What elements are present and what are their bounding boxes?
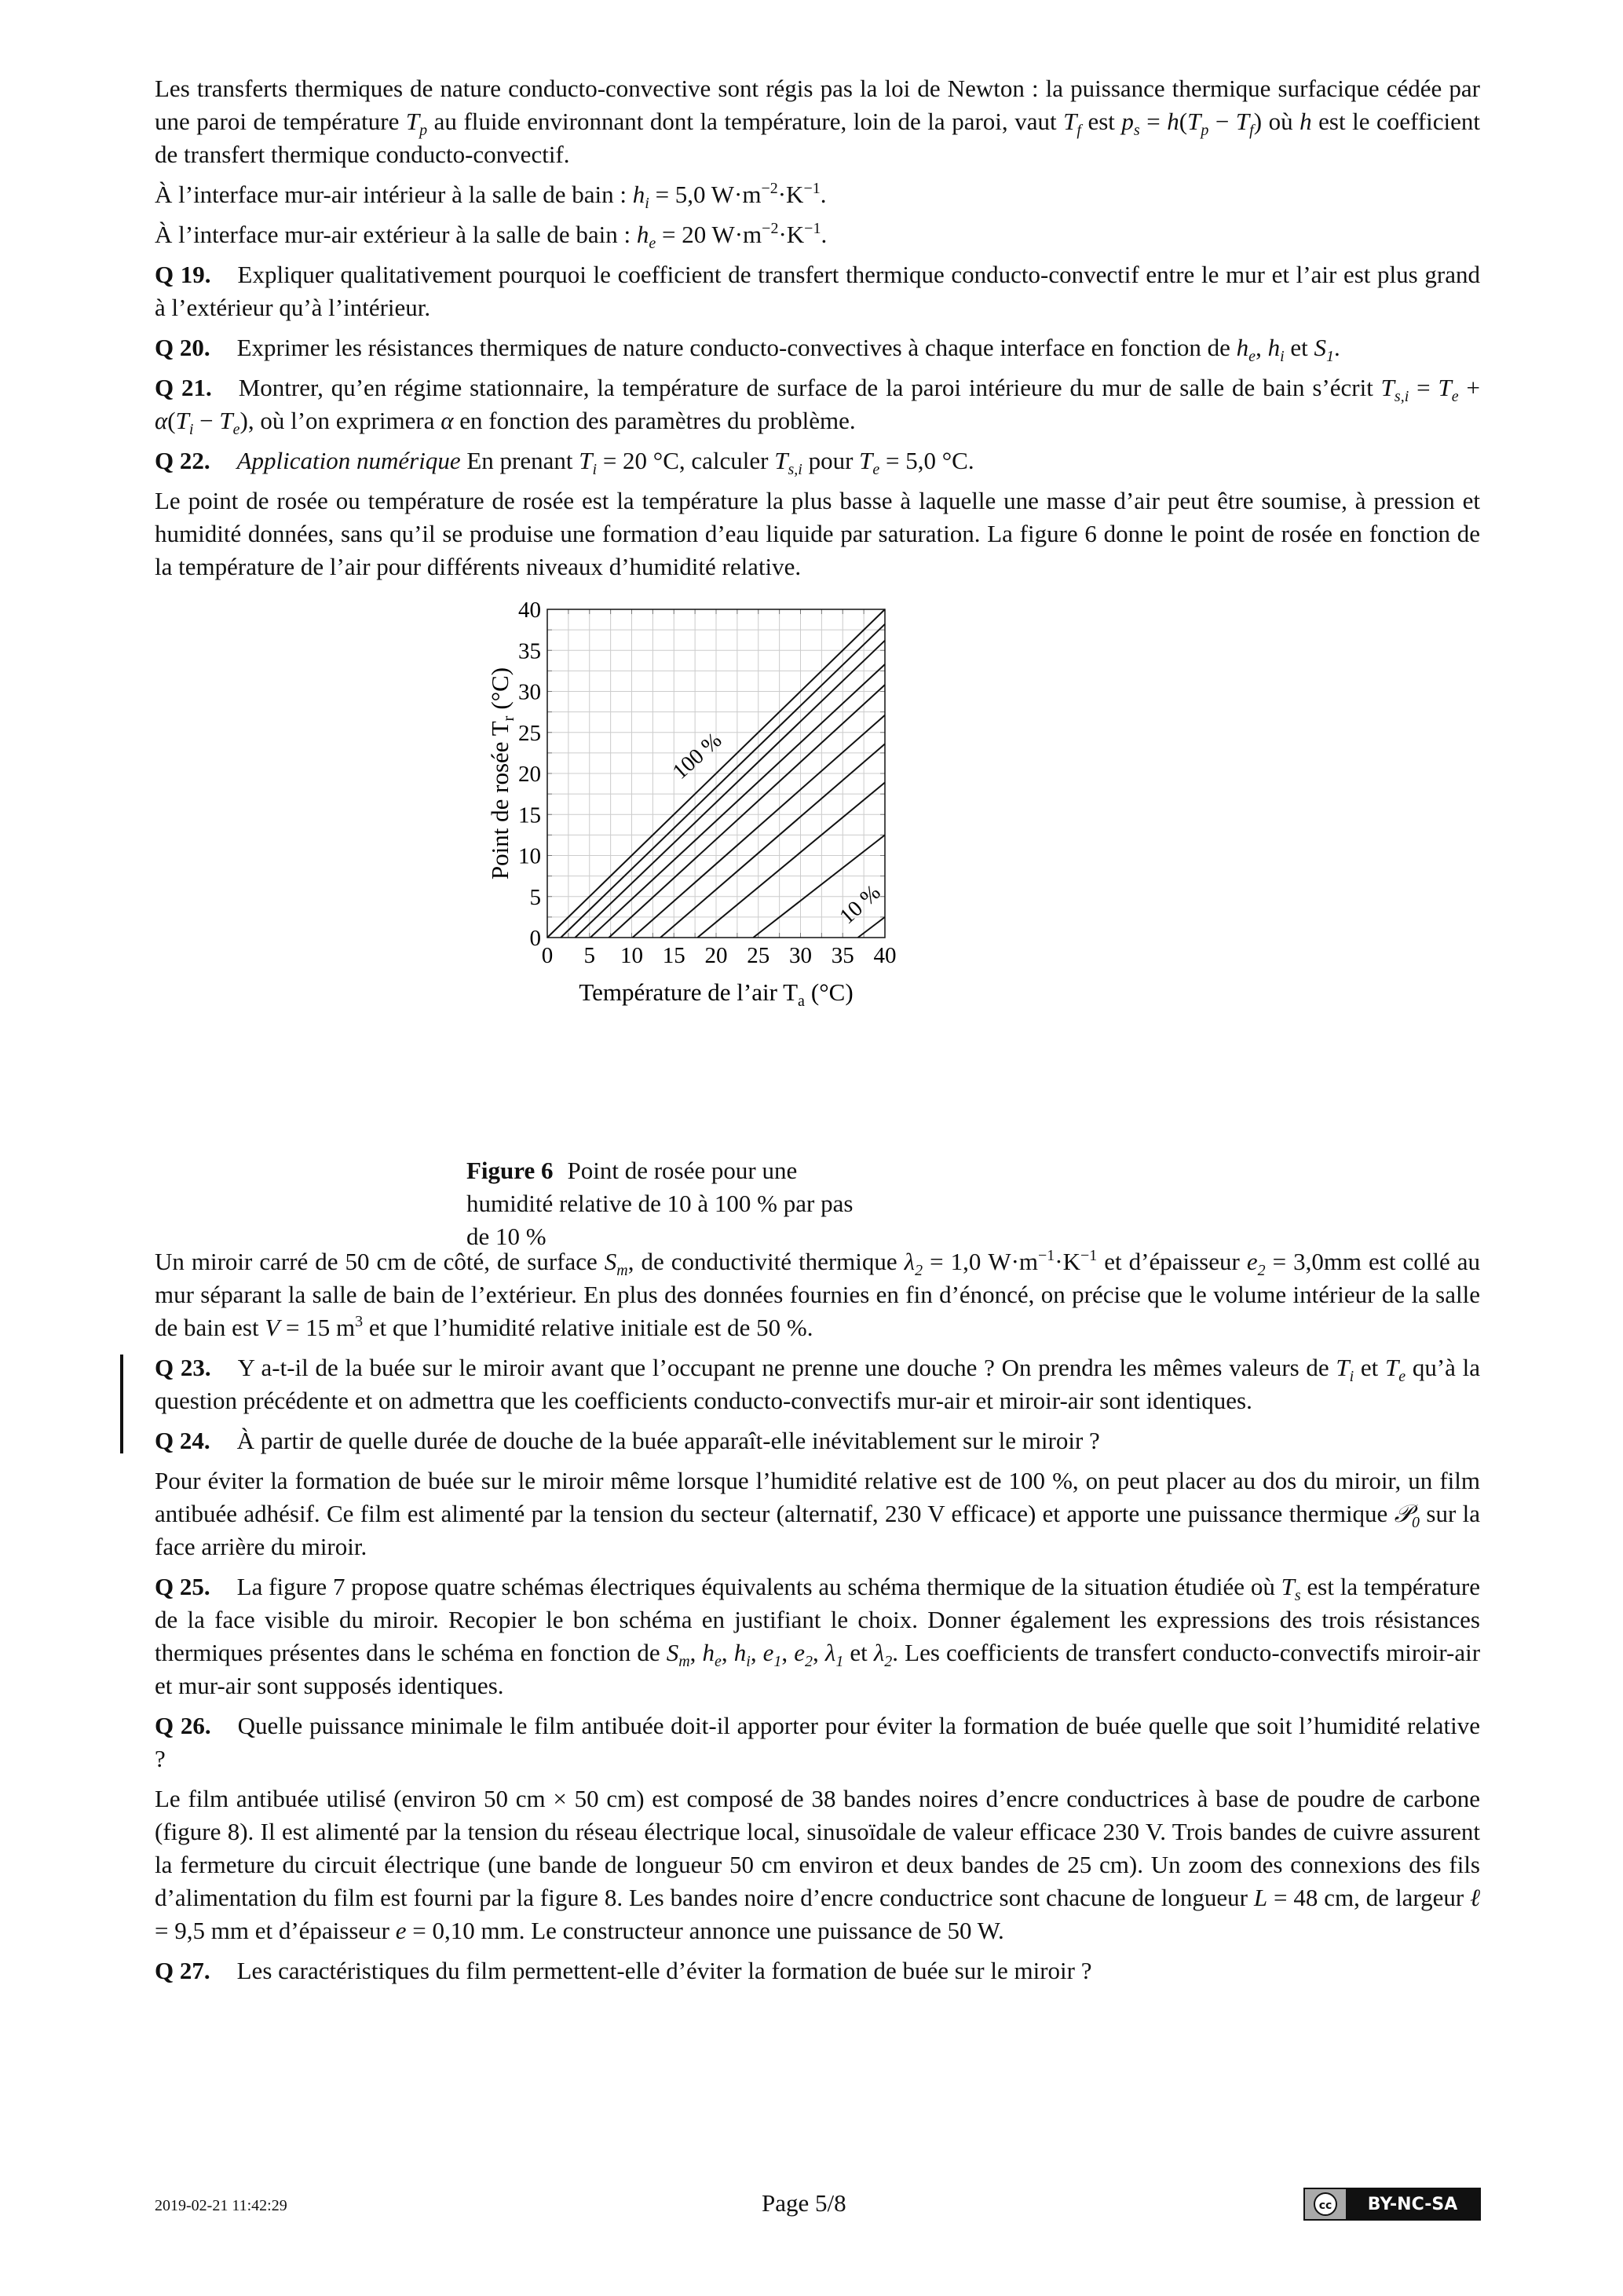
- text: Pour éviter la formation de buée sur le miroir même lorsque l’humidité relative est de 100 %, on peut placer au dos du miroir, un film antibuée adhésif. Ce film est alimenté par la tension du secteur (alternatif, 230 V efficace) et apporte une puissance thermique: [155, 1467, 1480, 1527]
- subscript: 2: [805, 1653, 813, 1670]
- subscript: i: [1349, 1368, 1354, 1385]
- text: Un miroir carré de 50 cm de côté, de surface: [155, 1248, 605, 1275]
- superscript: −2: [762, 220, 779, 237]
- text: est la température de la face visible du miroir. Recopier le bon schéma en justifiant le choix. Donner également les expressions des trois résistances thermiques présentes dans le schéma en fonction de: [155, 1573, 1480, 1666]
- paragraph: [155, 484, 1480, 583]
- subscript: i: [746, 1653, 751, 1670]
- math-variable: [1254, 1884, 1267, 1911]
- x-label-sub: a: [798, 993, 805, 1010]
- text: et d’épaisseur: [1097, 1248, 1247, 1275]
- math-variable: [1336, 1354, 1354, 1385]
- y-label-sub: r: [500, 715, 517, 722]
- subscript: e: [1248, 348, 1256, 365]
- variable-symbol: e: [395, 1917, 407, 1944]
- y-tick-label: 10: [518, 843, 541, 869]
- text: , de conductivité thermique: [627, 1248, 905, 1275]
- dew-point-chart: [0, 587, 1623, 1153]
- paragraph: [155, 178, 1480, 211]
- text: en fonction des paramètres du problème.: [453, 407, 856, 434]
- x-tick-label: 40: [873, 943, 897, 968]
- y-tick-label: 35: [518, 638, 541, 664]
- text: = 48 cm, de largeur: [1267, 1884, 1471, 1911]
- text: et: [1284, 334, 1314, 361]
- math-variable: [1236, 334, 1256, 365]
- superscript: −2: [761, 180, 778, 197]
- variable-symbol: T: [859, 447, 873, 474]
- variable-symbol: T: [1438, 374, 1452, 401]
- question-number: Q 26.: [155, 1712, 211, 1739]
- math-variable: [219, 407, 240, 438]
- text: À partir de quelle durée de douche de la buée apparaît-elle inévitablement sur le miroir ?: [236, 1427, 1100, 1454]
- text: Exprimer les résistances thermiques de nature conducto-convectives à chaque interface en fonction de: [236, 334, 1237, 361]
- paragraph: [155, 72, 1480, 171]
- x-tick-label: 25: [747, 943, 770, 968]
- x-label-text: Température de l’air T: [579, 978, 799, 1006]
- variable-symbol: T: [405, 108, 420, 135]
- y-tick-label: 40: [518, 598, 541, 623]
- text: ), où l’on exprimera: [239, 407, 441, 434]
- text: pour: [802, 447, 860, 474]
- x-tick-label: 10: [620, 943, 643, 968]
- variable-symbol: T: [1380, 374, 1395, 401]
- math-variable: [1187, 108, 1209, 139]
- math-variable: [1470, 1884, 1480, 1911]
- math-variable: [1380, 374, 1409, 405]
- variable-symbol: e: [762, 1639, 774, 1666]
- cc-icon: cc: [1305, 2189, 1346, 2219]
- paragraph: [155, 1245, 1480, 1344]
- x-label-unit: (°C): [810, 978, 854, 1006]
- text: et: [1354, 1354, 1385, 1381]
- text: =: [1139, 108, 1168, 135]
- text: et que l’humidité relative initiale est de 50 %.: [363, 1314, 813, 1341]
- math-variable: [1267, 334, 1285, 365]
- math-variable: [794, 1639, 813, 1670]
- variable-symbol: λ: [873, 1639, 885, 1666]
- text: Les transferts thermiques de nature conducto-convective sont régis pas la loi de Newton : la puissance thermique surfacique cédée par une paroi de température: [155, 75, 1480, 135]
- subscript: i: [1280, 348, 1285, 365]
- subscript: e: [649, 235, 656, 252]
- question-number: Q 21.: [155, 374, 212, 401]
- figure-caption-text: Point de rosée pour une humidité relative de 10 à 100 % par pas de 10 %: [466, 1157, 854, 1250]
- variable-symbol: S: [1314, 334, 1326, 361]
- paragraph: [155, 1464, 1480, 1563]
- text: Quelle puissance minimale le film antibuée doit-il apporter pour éviter la formation de buée quelle que soit l’humidité relative ?: [155, 1712, 1480, 1772]
- text: = 15 m: [280, 1314, 356, 1341]
- text: = 9,5 mm et d’épaisseur: [155, 1917, 396, 1944]
- subscript: 1: [1326, 348, 1334, 365]
- math-variable: [1299, 108, 1312, 135]
- math-variable: [873, 1639, 893, 1670]
- subscript: e: [1451, 388, 1459, 405]
- text: ,: [813, 1639, 825, 1666]
- subscript: s: [1133, 122, 1140, 139]
- subscript: s: [1294, 1587, 1301, 1604]
- text: =: [1409, 374, 1438, 401]
- variable-symbol: h: [632, 181, 645, 208]
- superscript: 3: [355, 1313, 364, 1330]
- variable-symbol: T: [1063, 108, 1077, 135]
- variable-symbol: T: [175, 407, 189, 434]
- text: ) où: [1253, 108, 1300, 135]
- subscript: m: [678, 1653, 690, 1670]
- question-24: [155, 1424, 1480, 1457]
- y-tick-label: 25: [518, 720, 541, 746]
- variable-symbol: S: [604, 1248, 617, 1275]
- subscript: s,i: [788, 461, 802, 478]
- change-bar: [120, 1428, 123, 1447]
- math-variable: [632, 181, 649, 212]
- question-23: [155, 1351, 1480, 1417]
- text: au fluide environnant dont la température, loin de la paroi, vaut: [427, 108, 1064, 135]
- subscript: 2: [1257, 1262, 1266, 1279]
- text: À l’interface mur-air extérieur à la salle de bain :: [155, 221, 637, 248]
- question-number: Q 20.: [155, 334, 210, 361]
- superscript: −1: [1038, 1247, 1055, 1264]
- text: En prenant: [460, 447, 579, 474]
- superscript: −1: [804, 220, 821, 237]
- math-variable: [733, 1639, 751, 1670]
- series-annotation: 10 %: [835, 880, 886, 930]
- variable-symbol: e: [1246, 1248, 1258, 1275]
- question-number: Q 25.: [155, 1573, 210, 1600]
- text: ·K: [777, 181, 804, 208]
- footer-timestamp: 2019-02-21 11:42:29: [155, 2197, 287, 2214]
- text: = 5,0 °C.: [879, 447, 974, 474]
- math-variable: [1235, 108, 1254, 139]
- math-variable: [904, 1248, 923, 1279]
- subscript: p: [1201, 122, 1209, 139]
- variable-symbol: S: [666, 1639, 679, 1666]
- variable-symbol: h: [1299, 108, 1312, 135]
- subscript: p: [419, 122, 428, 139]
- y-tick-label: 30: [518, 679, 541, 705]
- text: et: [843, 1639, 874, 1666]
- text: = 0,10 mm. Le constructeur annonce une puissance de 50 W.: [406, 1917, 1004, 1944]
- text-before-figure: [155, 72, 1480, 583]
- math-variable: [1438, 374, 1459, 405]
- subscript: s,i: [1394, 388, 1409, 405]
- text: .: [821, 221, 828, 248]
- variable-symbol: h: [702, 1639, 715, 1666]
- y-label-text: Point de rosée T: [486, 721, 514, 880]
- question-19: [155, 258, 1480, 324]
- math-variable: [604, 1248, 628, 1279]
- y-tick-label: 15: [518, 803, 541, 828]
- x-tick-label: 15: [662, 943, 685, 968]
- text: ,: [781, 1639, 795, 1666]
- y-axis-label: [486, 667, 517, 879]
- text: ·K: [1055, 1248, 1081, 1275]
- question-26: [155, 1709, 1480, 1775]
- question-25: [155, 1570, 1480, 1702]
- license-text: BY-NC-SA: [1367, 2194, 1458, 2214]
- question-27: [155, 1954, 1480, 1987]
- subscript: e: [232, 421, 240, 438]
- text: . Les coefficients de transfert conducto-convectifs miroir-air et mur-air sont supposés identiques.: [155, 1639, 1481, 1699]
- text: = 20 W·m: [656, 221, 762, 248]
- variable-symbol: α: [155, 407, 168, 434]
- text: Les caractéristiques du film permettent-elle d’éviter la formation de buée sur le miroir ?: [236, 1957, 1092, 1984]
- series-line-80pct: [575, 641, 885, 938]
- math-variable: [1246, 1248, 1266, 1279]
- text: Le film antibuée utilisé (environ 50 cm × 50 cm) est composé de 38 bandes noires d’encre conductrices à base de poudre de carbone (figure 8). Il est alimenté par la tension du réseau électrique local, sinusoïdale de valeur efficace 230 V. Trois bandes de cuivre assurent la fermeture du circuit électrique (une bande de longueur 50 cm environ et deux bandes de 25 cm). Un zoom des connexions des fils d’alimentation du film est fourni par la figure 8. Les bandes noire d’encre conductrice sont chacune de longueur: [155, 1785, 1480, 1911]
- x-tick-label: 0: [541, 943, 554, 968]
- figure-caption: [466, 1154, 875, 1253]
- text: sur la face arrière du miroir.: [155, 1500, 1480, 1560]
- figure-6: [155, 587, 1480, 1250]
- figure-label: Figure 6: [466, 1157, 554, 1184]
- italic-text: Application numérique: [236, 447, 461, 474]
- math-variable: [155, 407, 167, 434]
- text: Montrer, qu’en régime stationnaire, la température de surface de la paroi intérieure du mur de salle de bain s’écrit: [238, 374, 1381, 401]
- variable-symbol: h: [1267, 334, 1281, 361]
- variable-symbol: α: [440, 407, 454, 434]
- variable-symbol: T: [1336, 1354, 1350, 1381]
- x-axis-label: [579, 978, 853, 1010]
- variable-symbol: T: [579, 447, 593, 474]
- math-variable: [175, 407, 194, 438]
- subscript: 1: [835, 1653, 844, 1670]
- y-tick-label: 0: [529, 926, 541, 951]
- subscript: e: [715, 1653, 722, 1670]
- x-tick-label: 20: [704, 943, 728, 968]
- text: .: [820, 181, 827, 208]
- variable-symbol: T: [1384, 1354, 1399, 1381]
- math-variable: [1314, 334, 1335, 365]
- y-label-unit: (°C): [486, 667, 514, 710]
- variable-symbol: λ: [824, 1639, 836, 1666]
- text: = 20 °C, calculer: [597, 447, 775, 474]
- text: .: [1334, 334, 1340, 361]
- subscript: i: [645, 195, 649, 212]
- question-number: Q 23.: [155, 1354, 211, 1381]
- subscript: i: [188, 421, 194, 438]
- question-number: Q 22.: [155, 447, 210, 474]
- text: ·K: [778, 221, 805, 248]
- variable-symbol: p: [1121, 108, 1134, 135]
- text: ,: [750, 1639, 763, 1666]
- math-variable: [579, 447, 598, 478]
- subscript: 1: [773, 1653, 782, 1670]
- subscript: m: [616, 1262, 628, 1279]
- variable-symbol: T: [1235, 108, 1250, 135]
- text: = 3,0mm est collé au mur séparant la salle de bain de l’extérieur. En plus des données fournies en fin d’énoncé, on précise que le volume intérieur de la salle de bain est: [155, 1248, 1480, 1341]
- math-variable: [1063, 108, 1081, 139]
- variable-symbol: h: [1236, 334, 1249, 361]
- subscript: e: [872, 461, 880, 478]
- question-22: [155, 444, 1480, 477]
- series-annotation: 100 %: [667, 728, 727, 784]
- text: qu’à la question précédente et on admettra que les coefficients conducto-convectifs mur-air et miroir-air sont identiques.: [155, 1354, 1480, 1414]
- question-20: [155, 331, 1480, 364]
- variable-symbol: h: [636, 221, 649, 248]
- text: −: [1208, 108, 1236, 135]
- math-variable: [702, 1639, 722, 1670]
- variable-symbol: ℓ: [1470, 1884, 1480, 1911]
- math-variable: [762, 1639, 782, 1670]
- text: (: [1179, 108, 1188, 135]
- text: = 5,0 W·m: [649, 181, 762, 208]
- text: Le point de rosée ou température de rosée est la température la plus basse à laquelle une masse d’air peut être soumise, à pression et humidité données, sans qu’il se produise une formation d’eau liquide par saturation. La figure 6 donne le point de rosée en fonction de la température de l’air pour différents niveaux d’humidité relative.: [155, 487, 1480, 580]
- text-after-figure: [155, 1245, 1480, 1987]
- text: −: [193, 407, 220, 434]
- text: La figure 7 propose quatre schémas électriques équivalents au schéma thermique de la situation étudiée où: [236, 1573, 1281, 1600]
- math-variable: [1121, 108, 1140, 139]
- math-variable: [859, 447, 880, 478]
- question-number: Q 27.: [155, 1957, 210, 1984]
- text: ,: [1256, 334, 1268, 361]
- text: Y a-t-il de la buée sur le miroir avant que l’occupant ne prenne une douche ? On prendra les mêmes valeurs de: [237, 1354, 1336, 1381]
- paragraph: [155, 1782, 1480, 1947]
- text: (: [167, 407, 176, 434]
- page-number: Page 5/8: [762, 2189, 846, 2217]
- subscript: f: [1249, 122, 1254, 139]
- variable-symbol: e: [794, 1639, 806, 1666]
- variable-symbol: T: [219, 407, 233, 434]
- x-tick-label: 30: [789, 943, 812, 968]
- math-variable: [824, 1639, 844, 1670]
- text: Expliquer qualitativement pourquoi le coefficient de transfert thermique conducto-convectif entre le mur et l’air est plus grand à l’extérieur qu’à l’intérieur.: [155, 261, 1480, 321]
- subscript: e: [1398, 1368, 1406, 1385]
- text: À l’interface mur-air intérieur à la salle de bain :: [155, 181, 633, 208]
- y-tick-label: 20: [518, 762, 541, 787]
- math-variable: [1394, 1500, 1420, 1531]
- x-tick-label: 5: [583, 943, 595, 968]
- variable-symbol: L: [1253, 1884, 1268, 1911]
- subscript: 2: [915, 1262, 923, 1279]
- variable-symbol: h: [733, 1639, 747, 1666]
- variable-symbol: T: [1281, 1573, 1295, 1600]
- y-tick-label: 5: [529, 884, 541, 910]
- math-variable: [405, 108, 428, 139]
- series-line-60pct: [609, 685, 885, 938]
- text: ,: [689, 1639, 703, 1666]
- series-line-10pct: [858, 917, 885, 938]
- x-tick-label: 35: [831, 943, 854, 968]
- math-variable: [666, 1639, 690, 1670]
- variable-symbol: T: [1187, 108, 1201, 135]
- math-variable: [1167, 108, 1179, 135]
- variable-symbol: λ: [904, 1248, 916, 1275]
- math-variable: [440, 407, 453, 434]
- text: est le coefficient de transfert thermique conducto-convectif.: [155, 108, 1480, 168]
- superscript: −1: [1080, 1247, 1098, 1264]
- page-content: [155, 72, 1480, 1994]
- variable-symbol: h: [1167, 108, 1179, 135]
- subscript: f: [1077, 122, 1081, 139]
- math-variable: [1384, 1354, 1406, 1385]
- variable-symbol: V: [265, 1314, 280, 1341]
- question-number: Q 19.: [155, 261, 211, 288]
- paragraph: [155, 218, 1480, 251]
- math-variable: [396, 1917, 407, 1944]
- subscript: 0: [1412, 1514, 1420, 1531]
- text: ,: [721, 1639, 734, 1666]
- variable-symbol: 𝒫: [1394, 1500, 1413, 1527]
- math-variable: [636, 221, 656, 252]
- license-badge[interactable]: [1303, 2188, 1481, 2221]
- math-variable: [1281, 1573, 1301, 1604]
- math-variable: [774, 447, 802, 478]
- text: +: [1458, 374, 1480, 401]
- superscript: −1: [803, 180, 821, 197]
- text: est: [1080, 108, 1122, 135]
- subscript: i: [592, 461, 598, 478]
- subscript: 2: [884, 1653, 893, 1670]
- text: = 1,0 W·m: [923, 1248, 1039, 1275]
- math-variable: [265, 1314, 280, 1341]
- question-number: Q 24.: [155, 1427, 210, 1454]
- variable-symbol: T: [774, 447, 788, 474]
- question-21: [155, 371, 1480, 437]
